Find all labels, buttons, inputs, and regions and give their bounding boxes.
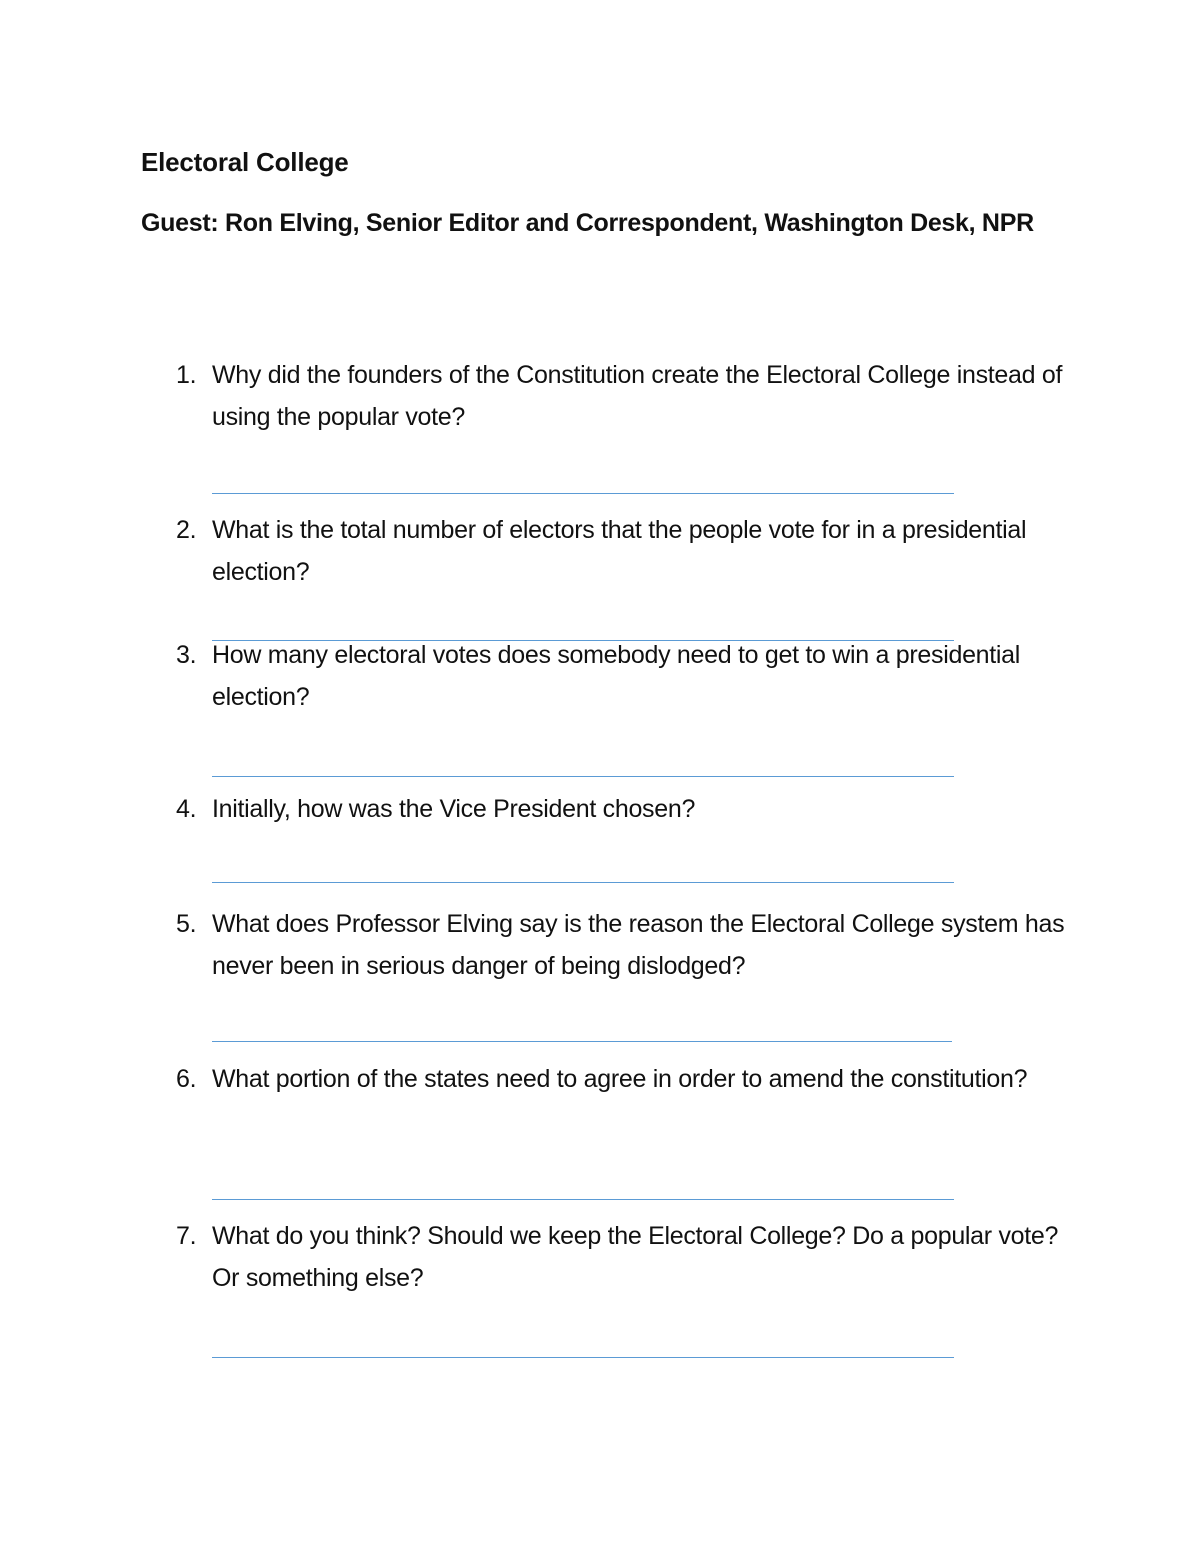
answer-line-4[interactable] [212, 882, 954, 883]
question-5 [176, 903, 1076, 987]
question-text: What portion of the states need to agree in order to amend the constitution? [212, 1065, 1028, 1093]
question-number: 4. [176, 795, 197, 823]
question-text: Why did the founders of the Constitution create the Electoral College instead of using the popular vote? [212, 361, 1063, 431]
question-text: What do you think? Should we keep the Electoral College? Do a popular vote? Or something else? [212, 1222, 1059, 1292]
answer-line-6[interactable] [212, 1199, 954, 1200]
question-number: 6. [176, 1065, 197, 1093]
question-number: 1. [176, 361, 197, 389]
question-4 [176, 788, 1076, 830]
answer-line-3[interactable] [212, 776, 954, 777]
document-title: Electoral College [141, 147, 349, 177]
question-3 [176, 634, 1076, 718]
question-text: How many electoral votes does somebody need to get to win a presidential election? [212, 641, 1021, 711]
question-number: 7. [176, 1222, 197, 1250]
question-number: 2. [176, 516, 197, 544]
answer-line-1[interactable] [212, 493, 954, 494]
question-6 [176, 1058, 1076, 1100]
question-7 [176, 1215, 1076, 1299]
question-number: 3. [176, 641, 197, 669]
guest-line: Guest: Ron Elving, Senior Editor and Correspondent, Washington Desk, NPR [141, 209, 1034, 237]
question-1 [176, 354, 1076, 438]
question-number: 5. [176, 910, 197, 938]
answer-line-7[interactable] [212, 1357, 954, 1358]
question-text: What does Professor Elving say is the reason the Electoral College system has never been in serious danger of being dislodged? [212, 910, 1065, 980]
question-text: What is the total number of electors that the people vote for in a presidential election? [212, 516, 1027, 586]
question-text: Initially, how was the Vice President chosen? [212, 795, 696, 823]
question-2 [176, 509, 1076, 593]
answer-line-5[interactable] [212, 1041, 952, 1042]
